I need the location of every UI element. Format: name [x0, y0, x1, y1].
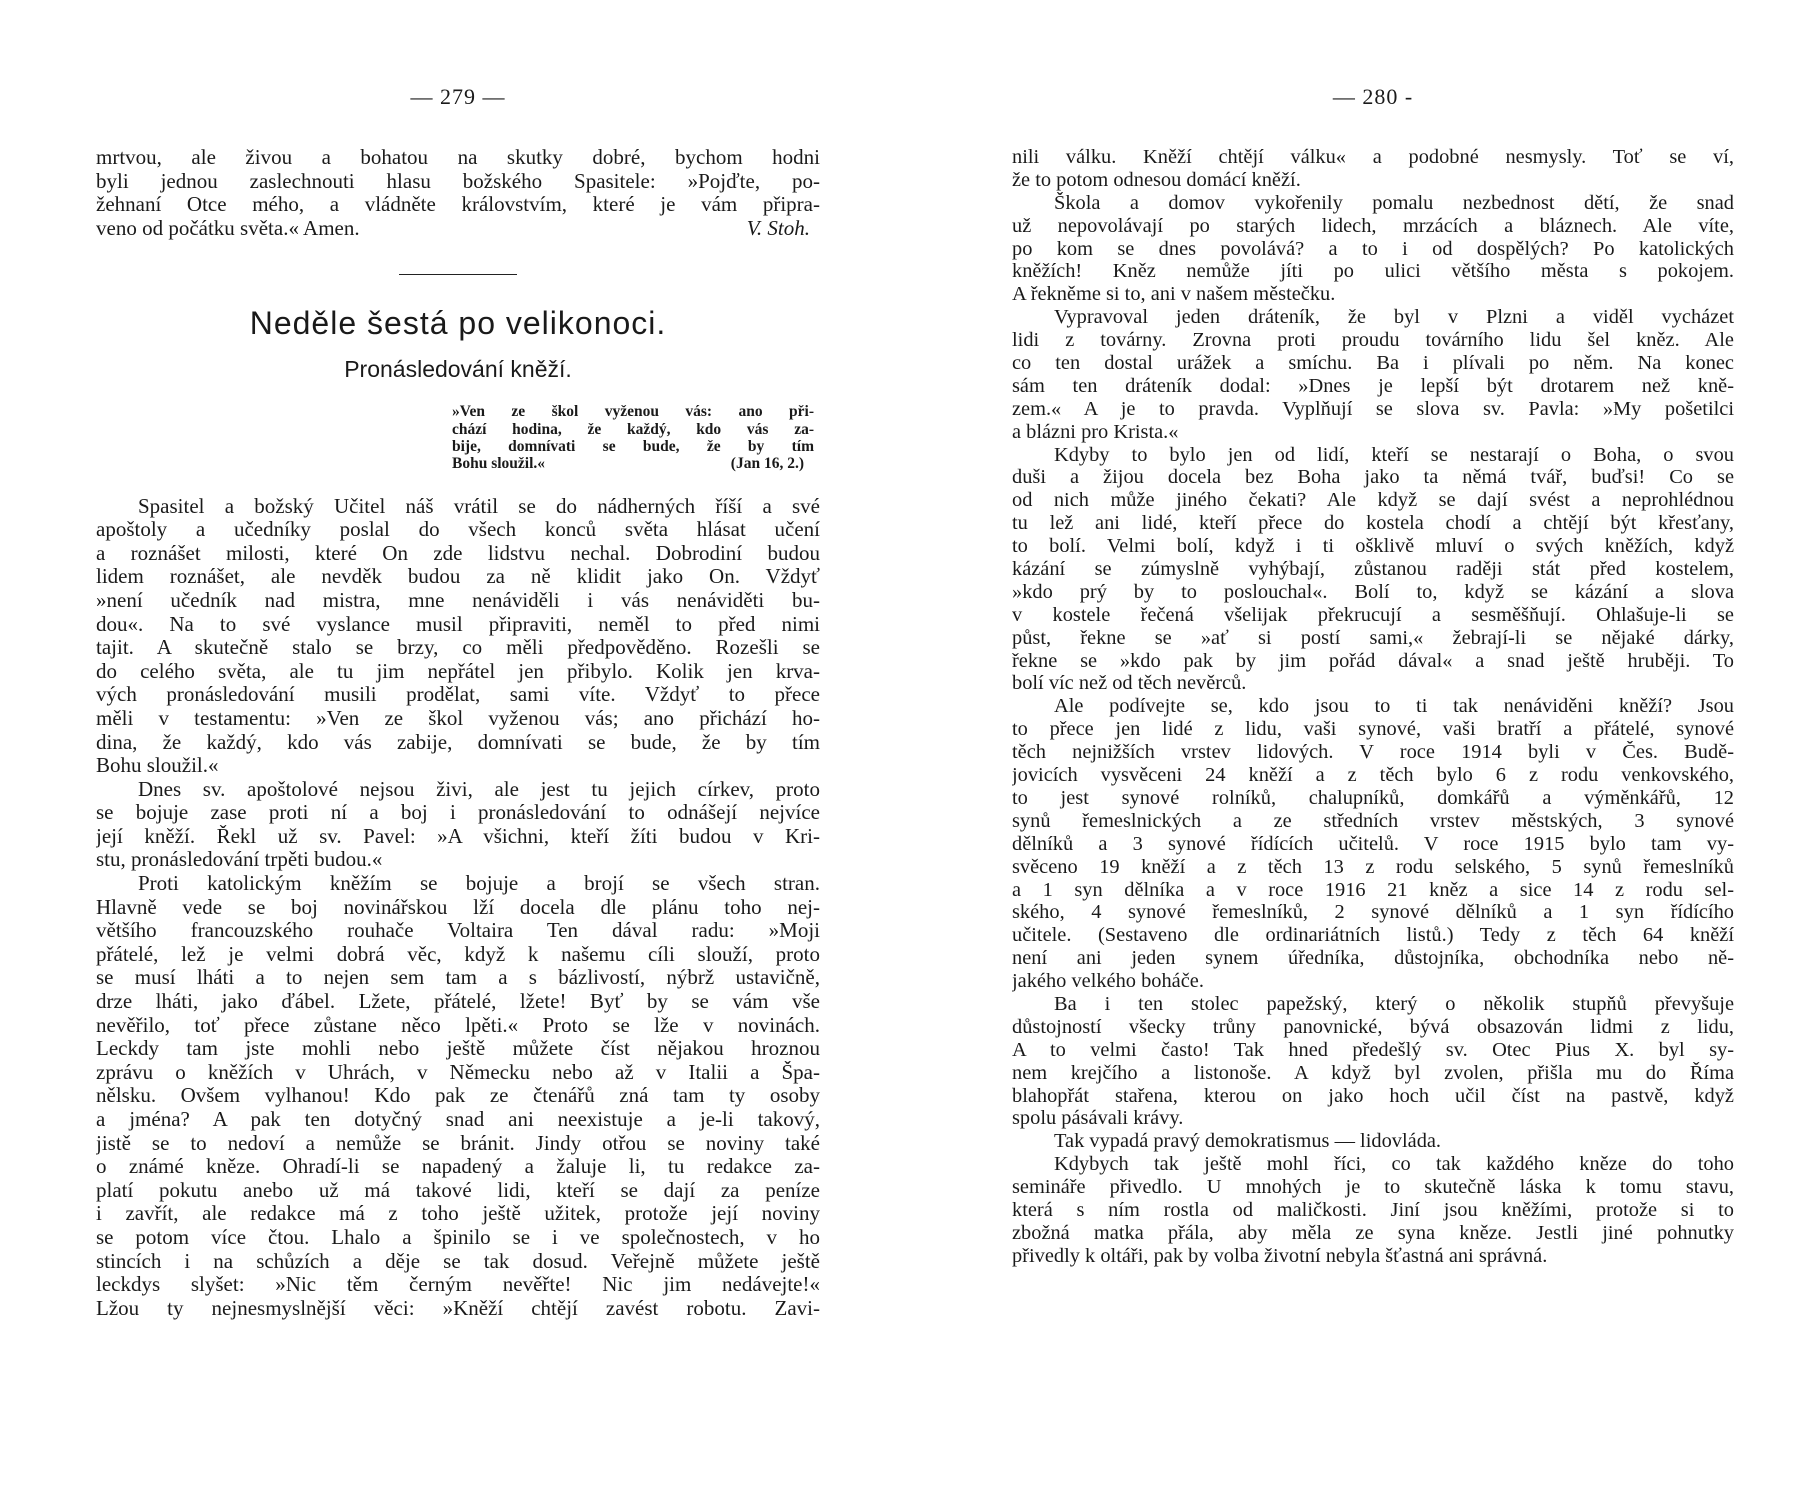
epigraph-line: chází hodina, že každý, kdo vás za-	[452, 420, 814, 438]
text-line: měli v testamentu: »Ven ze škol vyženou vás; ano přichází ho-	[96, 706, 820, 730]
text-line: důstojností všecky trůny panovnické, bývá obsazován lidmi z lidu,	[1012, 1015, 1734, 1038]
text-line: Hlavně vede se boj novinářskou lží docela dle plánu toho nej-	[96, 895, 820, 919]
text-line: a blázni pro Krista.«	[1012, 420, 1179, 443]
section-subheading: Pronásledování kněží.	[344, 356, 572, 383]
text-line: Kdybych tak ještě mohl říci, co tak každého kněze do toho	[1054, 1153, 1734, 1176]
text-line: učitele. (Sestaveno dle ordinariátních listů.) Tedy z těch 64 kněží	[1012, 924, 1734, 947]
paragraph	[1012, 695, 1734, 993]
text-line: apoštoly a učedníky poslal do všech konců světa hlásat učení	[96, 518, 820, 542]
text-line: není ani jeden synem úředníka, důstojníka, obchodníka nebo ně-	[1012, 947, 1734, 970]
text-line: jistě se to nedoví a nemůže se bránit. Jindy otřou se noviny také	[96, 1131, 820, 1155]
text-line: zprávu o kněžích v Uhrách, v Německu nebo až v Italii a Špa-	[96, 1060, 820, 1084]
text-line: o známé kněze. Ohradí-li se napadený a žaluje li, tu redakce za-	[96, 1155, 820, 1179]
paragraph	[1012, 1153, 1734, 1267]
epigraph-reference: (Jan 16, 2.)	[730, 455, 804, 473]
text-line: se musí lháti a to nejen sem tam a s bázlivostí, nýbrž ustavičně,	[96, 966, 820, 990]
text-line: kázání se zúmyslně vyhýbají, zůstanou raději stát před kostelem,	[1012, 558, 1734, 581]
author-signature: V. Stoh.	[746, 216, 810, 240]
section-heading: Neděle šestá po velikonoci.	[249, 305, 667, 342]
text-line: přivedly k oltáři, pak by volba životní nebyla šťastná ani správná.	[1012, 1244, 1548, 1267]
text-line: ského, 4 synové řemeslníků, 2 synové dělníků a 1 syn řídícího	[1012, 901, 1734, 924]
paragraph	[1012, 993, 1734, 1130]
paragraph	[96, 872, 820, 1320]
text-line: tajit. A skutečně stalo se brzy, co měli předpověděno. Rozešli se	[96, 636, 820, 660]
text-line: leckdys slyšet: »Nic těm černým nevěřte! Nic jim nedávejte!«	[96, 1273, 820, 1297]
text-line: tu lež ani lidé, kteří přece do kostela chodí a chtějí být křesťany,	[1012, 512, 1734, 535]
text-line: těch nejnižších vrstev lidových. V roce 1914 byli v Čes. Budě-	[1012, 741, 1734, 764]
text-line: Spasitel a božský Učitel náš vrátil se do nádherných říší a své	[138, 494, 820, 518]
text-line: svěceno 19 kněží a z těch 13 z rodu selského, 5 synů řemeslníků	[1012, 855, 1734, 878]
text-line: lidi z továrny. Zrovna proti proudu továrního lidu šel kněz. Ale	[1012, 329, 1734, 352]
text-line: synů řemeslnických a ze středních vrstev městských, 3 synové	[1012, 809, 1734, 832]
section-divider	[399, 274, 517, 275]
text-line: Tak vypadá pravý demokratismus — lidovláda.	[1054, 1130, 1442, 1153]
text-line: se bojuje zase proti ní a boj i pronásledování to odnášejí nejvíce	[96, 801, 820, 825]
page-left-body	[96, 146, 820, 1320]
text-line: byli jednou zaslechnouti hlasu božského Spasitele: »Pojďte, po-	[96, 169, 820, 193]
epigraph-last-line: Bohu sloužil.«	[452, 455, 546, 473]
text-line: Dnes sv. apoštolové nejsou živi, ale jest tu jejich církev, proto	[138, 777, 820, 801]
text-line: do celého světa, ale tu jim nepřátel jen přibylo. Kolik jen krva-	[96, 659, 820, 683]
text-line: lidem roznášet, ale nevděk budou za ně klidit jako On. Vždyť	[96, 565, 820, 589]
text-line: že to potom odnesou domácí kněží.	[1012, 168, 1301, 191]
text-line: stu, pronásledování trpěti budou.«	[96, 848, 383, 872]
text-line: spolu pásávali krávy.	[1012, 1107, 1184, 1130]
text-line: dou«. Na to své vyslance musil připraviti, neměl to před nimi	[96, 612, 820, 636]
paragraph	[96, 778, 820, 872]
text-line: Kdyby to bylo jen od lidí, kteří se nestarají o Boha, o svou	[1054, 443, 1734, 466]
text-line: Lžou ty nejnesmyslnější věci: »Kněží chtějí zavést robotu. Zavi-	[96, 1296, 820, 1320]
text-line: jakého velkého boháče.	[1012, 970, 1204, 993]
text-line: po kom se dnes povolává? a to i od dospělých? Po katolických	[1012, 237, 1734, 260]
text-line: dina, že každý, kdo vás zabije, domnívati se bude, že by tím	[96, 730, 820, 754]
sermon-text-right	[1012, 146, 1734, 1268]
opening-text	[96, 146, 820, 217]
text-line: i zavřít, ale redakce má z toho ještě užitek, protože její noviny	[96, 1202, 820, 1226]
text-line: A řekněme si to, ani v našem městečku.	[1012, 283, 1336, 306]
text-line: Leckdy tam jste mohli nebo ještě můžete číst nějakou hroznou	[96, 1037, 820, 1061]
text-line: »není učedník nad mistra, mne nenáviděli i vás nenáviděti bu-	[96, 588, 820, 612]
text-line: Proti katolickým kněžím se bojuje a brojí se všech stran.	[138, 872, 820, 896]
epigraph-citation-line	[452, 455, 814, 472]
text-line: blahopřát stařena, kterou on jako hoch učil číst na pastvě, když	[1012, 1084, 1734, 1107]
sermon-text-left	[96, 495, 820, 1321]
epigraph-text	[452, 403, 814, 455]
text-line: semináře přivedlo. U mnohých je to skutečně láska k tomu stavu,	[1012, 1176, 1734, 1199]
text-line: sám ten dráteník dodal: »Dnes je lepší být drotarem než kně-	[1012, 374, 1734, 397]
text-line: řekne se »kdo pak by jim pořád dával« a snad ještě hruběji. To	[1012, 649, 1734, 672]
closing-text: veno od počátku světa.« Amen.	[96, 216, 360, 240]
page-number-right: — 280 -	[1332, 84, 1414, 109]
text-line: to přece jen lidé z lidu, vaši synové, vaši bratří a přátelé, synové	[1012, 718, 1734, 741]
text-line: vých pronásledování musili prodělat, sami víte. Vždyť to přece	[96, 683, 820, 707]
text-line: Ale podívejte se, kdo jsou to ti tak nenáviděni kněží? Jsou	[1054, 695, 1734, 718]
paragraph	[1012, 444, 1734, 696]
text-line: nevěřilo, toť přece zůstane něco lpěti.« Proto se lže v novinách.	[96, 1013, 820, 1037]
text-line: Bohu sloužil.«	[96, 754, 219, 778]
text-line: od nich může jiného čekati? Ale když se dají svést a neprohlédnou	[1012, 489, 1734, 512]
paragraph	[1012, 1130, 1734, 1153]
text-line: přátelé, lež je velmi dobrá věc, když k našemu cíli slouží, proto	[96, 942, 820, 966]
epigraph-line: bije, domnívati se bude, že by tím	[452, 437, 814, 455]
text-line: Vypravoval jeden dráteník, že byl v Plzni a viděl vycházet	[1054, 306, 1734, 329]
text-line: co ten dostal urážek a smíchu. Ba i plívali po něm. Na konec	[1012, 352, 1734, 375]
text-line: bolí víc než od těch nevěrců.	[1012, 672, 1247, 695]
paragraph	[96, 495, 820, 778]
text-line: duši a žijou docela bez Boha jako ta němá tvář, buďsi! Co se	[1012, 466, 1734, 489]
text-line: Ba i ten stolec papežský, který o několik stupňů převyšuje	[1054, 992, 1734, 1015]
text-line: nili válku. Kněží chtějí válku« a podobné nesmysly. Toť se ví,	[1012, 146, 1734, 168]
text-line: »kdo prý by to poslouchal«. Bolí to, když se kázání a slova	[1012, 580, 1734, 603]
text-line: kněžích! Kněz nemůže jíti po ulici většího města s pokojem.	[1012, 260, 1734, 283]
text-line: nem krejčího a listonoše. A když byl zvolen, přišla mu do Říma	[1012, 1061, 1734, 1084]
paragraph	[1012, 146, 1734, 192]
text-line: nělsku. Ovšem vylhanou! Kdo pak ze čtenářů zná tam ty osoby	[96, 1084, 820, 1108]
closing-line	[96, 217, 820, 241]
text-line: která s ním rostla od maličkosti. Jiní jsou kněžími, protože si to	[1012, 1198, 1734, 1221]
text-line: její kněží. Řekl už sv. Pavel: »A všichni, kteří žíti budou v Kri-	[96, 824, 820, 848]
epigraph	[452, 403, 814, 472]
page-right-body	[1012, 146, 1734, 1268]
text-line: půst, řekne se »ať si postí sami,« žebrají-li se nějaké dárky,	[1012, 626, 1734, 649]
text-line: jovicích vysvěceni 24 kněží a z těch bylo 6 z rodu venkovského,	[1012, 764, 1734, 787]
text-line: stincích i na schůzích a děje se tak dosud. Veřejně můžete ještě	[96, 1249, 820, 1273]
text-line: dělníků a 3 synové řídících učitelů. V roce 1915 bylo tam vy-	[1012, 832, 1734, 855]
text-line: platí pokutu anebo už má takové lidi, kteří se dají za peníze	[96, 1178, 820, 1202]
text-line: se potom více čtou. Lhalo a špinilo se i ve společnostech, v ho	[96, 1225, 820, 1249]
text-line: a jména? A pak ten dotyčný snad ani neexistuje a je-li takový,	[96, 1108, 820, 1131]
text-line: většího francouzského rouhače Voltaira Ten dával radu: »Moji	[96, 919, 820, 943]
paragraph	[1012, 306, 1734, 443]
text-line: mrtvou, ale živou a bohatou na skutky dobré, bychom hodni	[96, 146, 820, 169]
text-line: a 1 syn dělníka a v roce 1916 21 kněz a sice 14 z rodu sel-	[1012, 878, 1734, 901]
text-line: zem.« A je to pravda. Vyplňují se slova sv. Pavla: »My pošetilci	[1012, 397, 1734, 420]
text-line: a roznášet milosti, které On zde lidstvu nechal. Dobrodiní budou	[96, 541, 820, 565]
text-line: Škola a domov vykořenily pomalu nezbednost dětí, že snad	[1054, 191, 1734, 214]
text-line: už nepovolávají po starých lidech, mrzácích a bláznech. Ale víte,	[1012, 214, 1734, 237]
paragraph	[1012, 192, 1734, 306]
page-number-left: — 279 —	[410, 84, 506, 109]
epigraph-line: »Ven ze škol vyženou vás: ano při-	[452, 403, 814, 421]
text-line: žehnaní Otce mého, a vládněte královstvím, které je vám připra-	[96, 193, 820, 217]
text-line: zbožná matka přála, aby měla ze syna kněze. Jestli jiné pohnutky	[1012, 1221, 1734, 1244]
text-line: drze lháti, jako ďábel. Lžete, přátelé, lžete! Byť by se vám vše	[96, 990, 820, 1014]
text-line: A to velmi často! Tak hned předešlý sv. Otec Pius X. byl sy-	[1012, 1038, 1734, 1061]
text-line: to bolí. Velmi bolí, když i ti ošklivě mluví o svých kněžích, když	[1012, 535, 1734, 558]
text-line: v kostele řečená všelijak překrucují a sesměšňují. Ohlašuje-li se	[1012, 603, 1734, 626]
text-line: to jest synové rolníků, chalupníků, domkářů a výměnkářů, 12	[1012, 786, 1734, 809]
